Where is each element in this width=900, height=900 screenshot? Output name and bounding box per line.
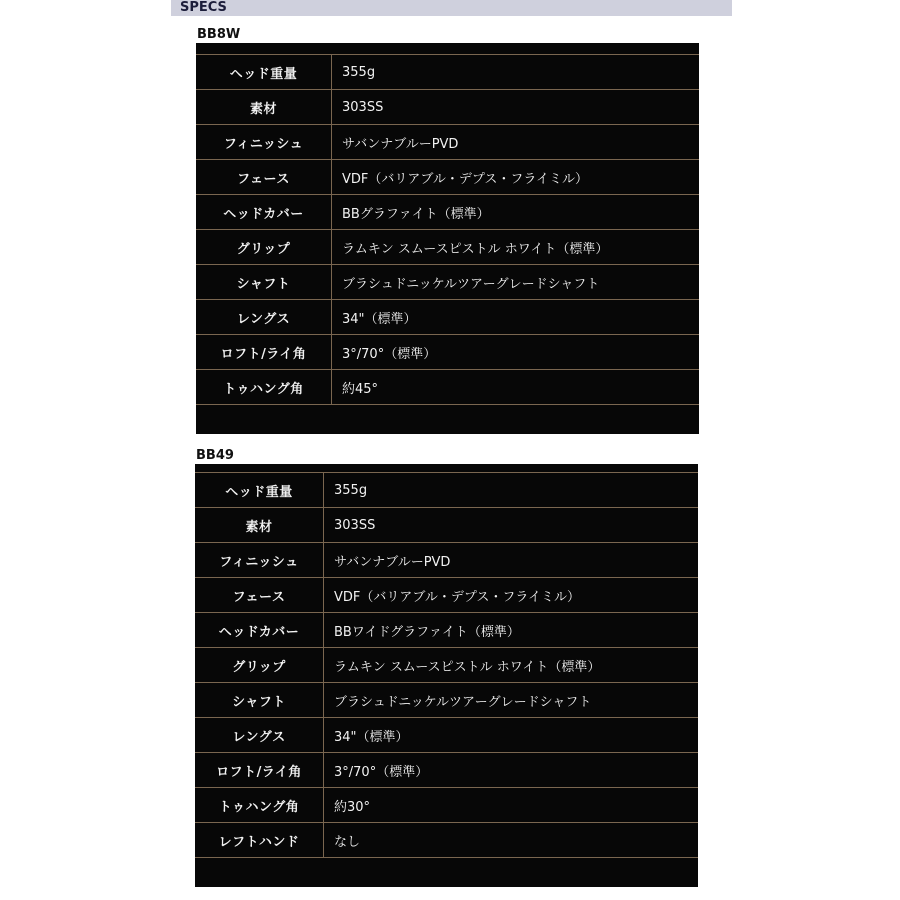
- spec-label: グリップ: [196, 230, 332, 265]
- spec-value: 約45°: [332, 370, 700, 405]
- table-row: [195, 718, 698, 753]
- spec-value: VDF（バリアブル・デプス・フライミル）: [324, 578, 699, 613]
- spec-value: 34"（標準）: [332, 300, 700, 335]
- spec-label: シャフト: [195, 683, 324, 718]
- specs-header: SPECS: [171, 0, 732, 16]
- spec-value: サバンナブルーPVD: [324, 543, 699, 578]
- spec-value: 355g: [332, 55, 700, 90]
- spec-label: シャフト: [196, 265, 332, 300]
- spec-value: 303SS: [324, 508, 699, 543]
- table-row: [196, 370, 699, 405]
- spec-value: 34"（標準）: [324, 718, 699, 753]
- table-row: [196, 125, 699, 160]
- spec-label: ヘッドカバー: [195, 613, 324, 648]
- spec-label: ヘッド重量: [195, 473, 324, 508]
- spec-value: ラムキン スムースピストル ホワイト（標準）: [332, 230, 700, 265]
- spec-label: ロフト/ライ角: [196, 335, 332, 370]
- spec-table: [196, 54, 699, 405]
- table-row: [195, 648, 698, 683]
- spec-value: 3°/70°（標準）: [332, 335, 700, 370]
- table-row: [196, 265, 699, 300]
- spec-value: VDF（バリアブル・デプス・フライミル）: [332, 160, 700, 195]
- model-title-bb8w: BB8W: [197, 27, 241, 42]
- table-row: [195, 473, 698, 508]
- spec-label: 素材: [195, 508, 324, 543]
- spec-value: ラムキン スムースピストル ホワイト（標準）: [324, 648, 699, 683]
- spec-label: レングス: [196, 300, 332, 335]
- spec-value: 3°/70°（標準）: [324, 753, 699, 788]
- spec-label: ロフト/ライ角: [195, 753, 324, 788]
- spec-value: 355g: [324, 473, 699, 508]
- table-row: [195, 823, 698, 858]
- table-row: [195, 508, 698, 543]
- spec-table-bb49: [195, 464, 698, 887]
- spec-value: ブラシュドニッケルツアーグレードシャフト: [324, 683, 699, 718]
- model-title-bb49: BB49: [196, 448, 234, 463]
- table-row: [196, 55, 699, 90]
- spec-label: トゥハング角: [196, 370, 332, 405]
- table-row: [195, 683, 698, 718]
- table-row: [196, 160, 699, 195]
- table-row: [196, 335, 699, 370]
- spec-value: BBグラファイト（標準）: [332, 195, 700, 230]
- spec-value: サバンナブルーPVD: [332, 125, 700, 160]
- table-row: [196, 90, 699, 125]
- spec-value: 303SS: [332, 90, 700, 125]
- table-row: [195, 753, 698, 788]
- spec-table-bb8w: [196, 43, 699, 434]
- table-row: [195, 578, 698, 613]
- table-row: [195, 613, 698, 648]
- spec-label: フェース: [196, 160, 332, 195]
- spec-label: グリップ: [195, 648, 324, 683]
- table-row: [195, 788, 698, 823]
- spec-label: レフトハンド: [195, 823, 324, 858]
- spec-label: フィニッシュ: [196, 125, 332, 160]
- spec-label: トゥハング角: [195, 788, 324, 823]
- spec-value: 約30°: [324, 788, 699, 823]
- table-row: [196, 195, 699, 230]
- spec-label: ヘッド重量: [196, 55, 332, 90]
- spec-table: [195, 472, 698, 858]
- spec-label: レングス: [195, 718, 324, 753]
- table-row: [196, 230, 699, 265]
- spec-label: フィニッシュ: [195, 543, 324, 578]
- table-row: [195, 543, 698, 578]
- spec-value: ブラシュドニッケルツアーグレードシャフト: [332, 265, 700, 300]
- spec-value: なし: [324, 823, 699, 858]
- spec-label: ヘッドカバー: [196, 195, 332, 230]
- spec-label: フェース: [195, 578, 324, 613]
- spec-value: BBワイドグラファイト（標準）: [324, 613, 699, 648]
- spec-label: 素材: [196, 90, 332, 125]
- table-row: [196, 300, 699, 335]
